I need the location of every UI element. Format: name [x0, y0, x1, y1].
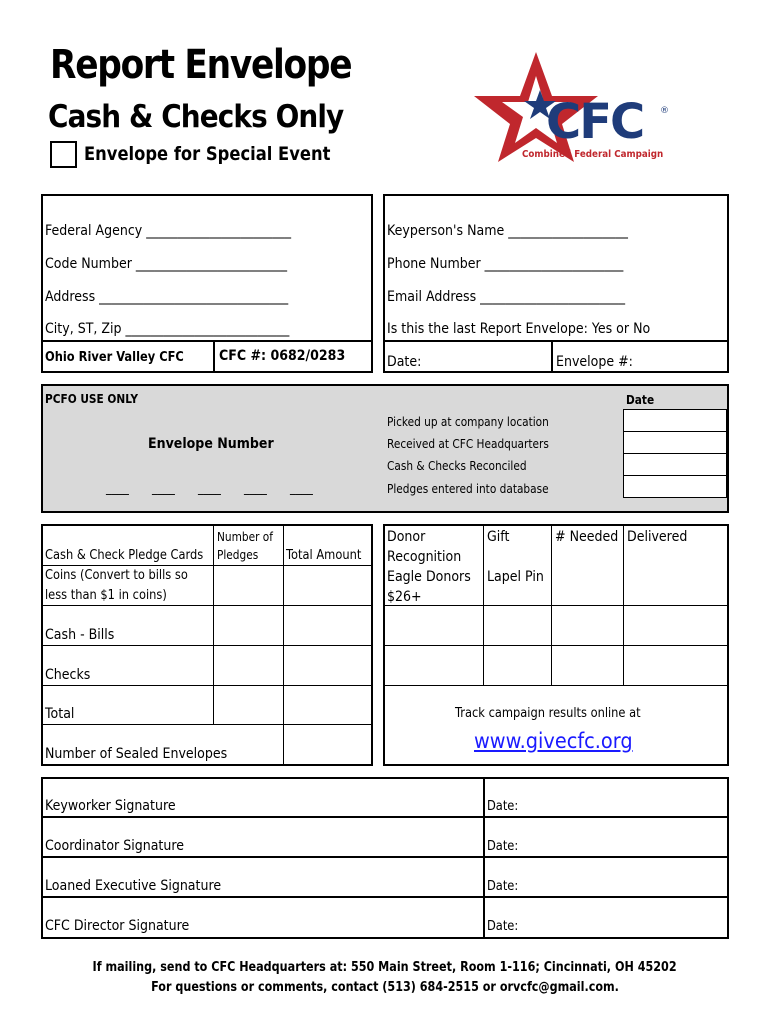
- total-amount-col-header: Total Amount: [286, 548, 362, 563]
- keyworker-date-label[interactable]: Date:: [487, 799, 519, 814]
- pcfo-date-cell-2[interactable]: [623, 431, 727, 454]
- pcfo-date-cell-4[interactable]: [623, 475, 727, 498]
- footer-contact-line: For questions or comments, contact (513) 684-2515 or orvcfc@gmail.com.: [151, 980, 619, 995]
- coordinator-signature-label[interactable]: Coordinator Signature: [45, 838, 185, 854]
- loaned-executive-date-label[interactable]: Date:: [487, 879, 519, 894]
- page-subtitle: Cash & Checks Only: [48, 99, 344, 135]
- pcfo-heading: PCFO USE ONLY: [45, 392, 138, 406]
- donor-col-header-1: Donor: [387, 529, 426, 545]
- keyperson-name-field[interactable]: Keyperson's Name ___________________: [387, 223, 628, 239]
- federal-agency-field[interactable]: Federal Agency _______________________: [45, 223, 292, 239]
- gift-col-header: Gift: [487, 529, 510, 545]
- envelope-number-label: Envelope Number: [148, 436, 274, 452]
- footer-contact-text: [0, 980, 770, 995]
- page-title: Report Envelope: [50, 42, 352, 88]
- coordinator-date-label[interactable]: Date:: [487, 839, 519, 854]
- phone-number-field[interactable]: Phone Number ______________________: [387, 256, 624, 272]
- envelope-number-blank-4[interactable]: ____: [244, 481, 267, 496]
- special-event-checkbox[interactable]: [50, 141, 77, 168]
- pcfo-date-cell-3[interactable]: [623, 453, 727, 476]
- website-link[interactable]: www.givecfc.org: [474, 729, 633, 753]
- pcfo-step-2: Received at CFC Headquarters: [387, 437, 549, 451]
- keyperson-info-box: [383, 194, 729, 373]
- pledges-col-header-2: Pledges: [217, 548, 259, 562]
- code-number-field[interactable]: Code Number ________________________: [45, 256, 288, 272]
- envelope-date-field[interactable]: Date:: [387, 354, 422, 370]
- pcfo-step-3: Cash & Checks Reconciled: [387, 459, 527, 473]
- needed-col-header: # Needed: [555, 529, 619, 545]
- delivered-col-header: Delivered: [627, 529, 688, 545]
- envelope-number-blank-1[interactable]: ____: [106, 481, 129, 496]
- keyworker-signature-label[interactable]: Keyworker Signature: [45, 798, 176, 814]
- coins-row-label-2: less than $1 in coins): [45, 588, 167, 603]
- envelope-number-blank-3[interactable]: ____: [198, 481, 221, 496]
- donor-col-header-2: Recognition: [387, 549, 462, 565]
- cfc-number: CFC #: 0682/0283: [219, 348, 346, 364]
- track-results-text: Track campaign results online at: [455, 706, 641, 721]
- lapel-pin-label: Lapel Pin: [487, 569, 544, 585]
- director-signature-label[interactable]: CFC Director Signature: [45, 918, 190, 934]
- coins-row-label-1: Coins (Convert to bills so: [45, 568, 188, 583]
- agency-info-box: [41, 194, 373, 373]
- pcfo-step-4: Pledges entered into database: [387, 482, 549, 496]
- registered-mark: ®: [660, 106, 669, 116]
- eagle-donors-label-2: $26+: [387, 589, 422, 605]
- pcfo-date-cell-1[interactable]: [623, 409, 727, 432]
- cfc-logo-caption: Combined Federal Campaign: [522, 149, 664, 160]
- sealed-envelopes-row-label: Number of Sealed Envelopes: [45, 746, 228, 762]
- footer-mailing-line: If mailing, send to CFC Headquarters at: 550 Main Street, Room 1-116; Cincinnati, OH 45202: [92, 960, 678, 975]
- org-name: Ohio River Valley CFC: [45, 350, 184, 365]
- pledges-col-header-1: Number of: [217, 530, 273, 544]
- loaned-executive-signature-label[interactable]: Loaned Executive Signature: [45, 878, 222, 894]
- cash-bills-row-label: Cash - Bills: [45, 627, 115, 643]
- cfc-logo: [474, 50, 674, 166]
- checks-row-label: Checks: [45, 667, 91, 683]
- address-field[interactable]: Address ______________________________: [45, 289, 289, 305]
- director-date-label[interactable]: Date:: [487, 919, 519, 934]
- footer-mailing-text: [0, 960, 770, 975]
- envelope-number-blank-5[interactable]: ____: [290, 481, 313, 496]
- envelope-number-field[interactable]: Envelope #:: [556, 354, 633, 370]
- cfc-logo-text: CFC: [546, 94, 644, 150]
- pcfo-step-1: Picked up at company location: [387, 415, 549, 429]
- email-address-field[interactable]: Email Address _______________________: [387, 289, 626, 305]
- special-event-label: Envelope for Special Event: [84, 143, 331, 165]
- last-envelope-question[interactable]: Is this the last Report Envelope: Yes or No: [387, 321, 651, 337]
- pledge-cards-row-label: Cash & Check Pledge Cards: [45, 548, 204, 563]
- envelope-number-blank-2[interactable]: ____: [152, 481, 175, 496]
- city-state-zip-field[interactable]: City, ST, Zip __________________________: [45, 321, 290, 337]
- total-row-label: Total: [45, 706, 75, 722]
- pcfo-date-header: Date: [626, 393, 655, 407]
- eagle-donors-label-1: Eagle Donors: [387, 569, 471, 585]
